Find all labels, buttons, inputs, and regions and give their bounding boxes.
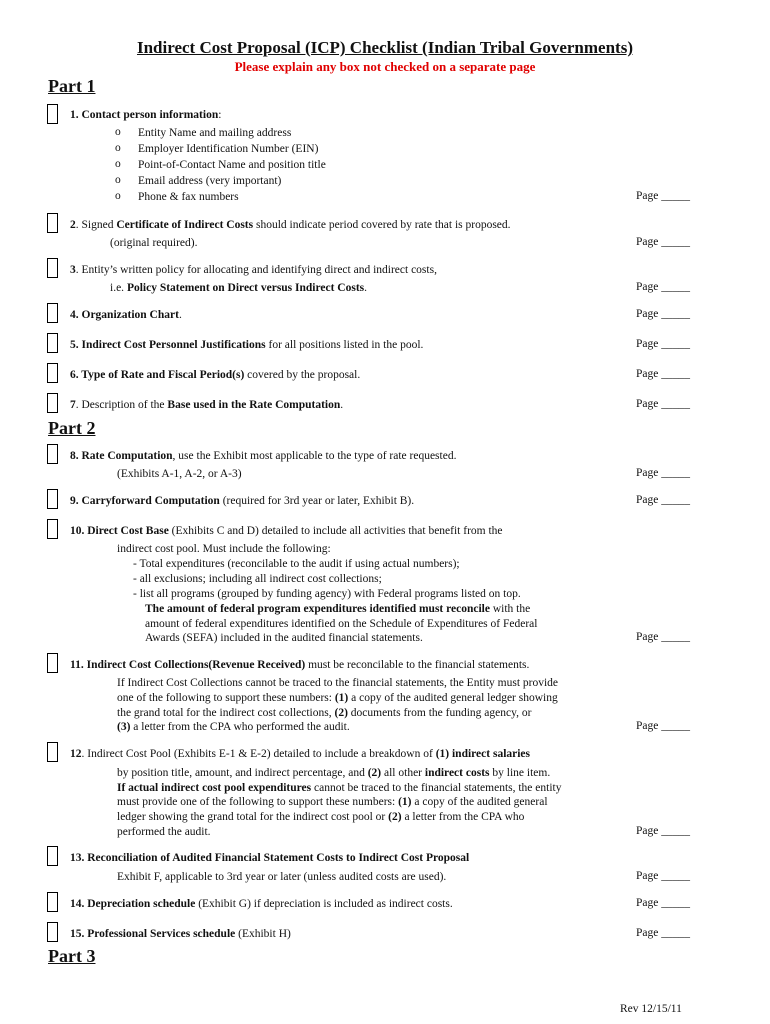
- item-5-text: 5. Indirect Cost Personnel Justifications for all positions listed in the pool.: [70, 339, 424, 351]
- item-4-page-ref: Page _____: [636, 308, 690, 320]
- item-12-line2: by position title, amount, and indirect percentage, and (2) all other indirect costs by line item.: [117, 767, 551, 779]
- item-11-line2: If Indirect Cost Collections cannot be traced to the financial statements, the Entity must provide: [117, 677, 559, 689]
- item-7-text: 7. Description of the Base used in the Rate Computation.: [70, 399, 344, 411]
- item-14-text: 14. Depreciation schedule (Exhibit G) if depreciation is included as indirect costs.: [70, 898, 453, 910]
- item-8-checkbox[interactable]: [47, 444, 58, 464]
- item-2-checkbox[interactable]: [47, 213, 58, 233]
- item-2-text: 2. Signed Certificate of Indirect Costs should indicate period covered by rate that is proposed.: [70, 219, 511, 231]
- item-12-page-ref: Page _____: [636, 825, 690, 837]
- item-11-line4: the grand total for the indirect cost collections, (2) documents from the funding agency, or: [117, 707, 532, 719]
- item-8-text: 8. Rate Computation, use the Exhibit most applicable to the type of rate requested.: [70, 450, 457, 462]
- item-13-line2: Exhibit F, applicable to 3rd year or later (unless audited costs are used).: [117, 871, 447, 883]
- item-10-line6: Awards (SEFA) included in the audited financial statements.: [145, 632, 423, 644]
- part-2-heading: Part 2: [48, 418, 96, 438]
- item-5-page-ref: Page _____: [636, 338, 690, 350]
- item-1-heading: 1. Contact person information:: [70, 109, 222, 121]
- item-8-page-ref: Page _____: [636, 467, 690, 479]
- item-6-page-ref: Page _____: [636, 368, 690, 380]
- item-6-text: 6. Type of Rate and Fiscal Period(s) covered by the proposal.: [70, 369, 361, 381]
- item-1-bullet: Employer Identification Number (EIN): [138, 143, 319, 155]
- item-1-checkbox[interactable]: [47, 104, 58, 124]
- item-3-line2: i.e. Policy Statement on Direct versus Indirect Costs.: [110, 282, 368, 294]
- bullet-marker: o: [115, 174, 121, 186]
- item-5-checkbox[interactable]: [47, 333, 58, 353]
- item-11-line3: one of the following to support these numbers: (1) a copy of the audited general ledger showing: [117, 692, 558, 704]
- part-3-heading: Part 3: [48, 946, 96, 966]
- item-12-line4: must provide one of the following to support these numbers: (1) a copy of the audited general: [117, 796, 548, 808]
- item-10-line2: indirect cost pool. Must include the following:: [117, 543, 331, 555]
- item-12-line3: If actual indirect cost pool expenditures cannot be traced to the financial statements, the entity: [117, 782, 562, 794]
- bullet-marker: o: [115, 190, 121, 202]
- item-13-page-ref: Page _____: [636, 870, 690, 882]
- item-3-page-ref: Page _____: [636, 281, 690, 293]
- item-14-page-ref: Page _____: [636, 897, 690, 909]
- item-10-line4: The amount of federal program expenditures identified must reconcile with the: [145, 603, 531, 615]
- item-1-bullet: Phone & fax numbers: [138, 191, 239, 203]
- item-9-checkbox[interactable]: [47, 489, 58, 509]
- item-11-text: 11. Indirect Cost Collections(Revenue Received) must be reconcilable to the financial statements.: [70, 659, 530, 671]
- item-15-page-ref: Page _____: [636, 927, 690, 939]
- item-2-page-ref: Page _____: [636, 236, 690, 248]
- item-9-text: 9. Carryforward Computation (required for 3rd year or later, Exhibit B).: [70, 495, 415, 507]
- item-10-checkbox[interactable]: [47, 519, 58, 539]
- item-4-checkbox[interactable]: [47, 303, 58, 323]
- item-2-line2: (original required).: [110, 237, 198, 249]
- item-3-checkbox[interactable]: [47, 258, 58, 278]
- item-15-checkbox[interactable]: [47, 922, 58, 942]
- item-6-checkbox[interactable]: [47, 363, 58, 383]
- item-10-text: 10. Direct Cost Base (Exhibits C and D) detailed to include all activities that benefit from the: [70, 525, 503, 537]
- item-12-line5: ledger showing the grand total for the indirect cost pool or (2) a letter from the CPA who: [117, 811, 525, 823]
- item-8-line2: (Exhibits A-1, A-2, or A-3): [117, 468, 242, 480]
- item-13-text: 13. Reconciliation of Audited Financial Statement Costs to Indirect Cost Proposal: [70, 852, 470, 864]
- item-15-text: 15. Professional Services schedule (Exhibit H): [70, 928, 291, 940]
- item-12-checkbox[interactable]: [47, 742, 58, 762]
- item-7-checkbox[interactable]: [47, 393, 58, 413]
- revision-date: Rev 12/15/11: [620, 1003, 682, 1015]
- bullet-marker: o: [115, 142, 121, 154]
- item-11-checkbox[interactable]: [47, 653, 58, 673]
- item-1-bullet: Entity Name and mailing address: [138, 127, 292, 139]
- item-1-page-ref: Page _____: [636, 190, 690, 202]
- item-10-dash-2: - all exclusions; including all indirect cost collections;: [133, 573, 382, 585]
- item-12-text: 12. Indirect Cost Pool (Exhibits E-1 & E-2) detailed to include a breakdown of (1) indirect salaries: [70, 748, 531, 760]
- bullet-marker: o: [115, 126, 121, 138]
- item-12-line6: performed the audit.: [117, 826, 211, 838]
- item-7-page-ref: Page _____: [636, 398, 690, 410]
- item-10-page-ref: Page _____: [636, 631, 690, 643]
- item-10-line5: amount of federal expenditures identified on the Schedule of Expenditures of Federal: [145, 618, 538, 630]
- item-3-text: 3. Entity’s written policy for allocating and identifying direct and indirect costs,: [70, 264, 437, 276]
- bullet-marker: o: [115, 158, 121, 170]
- item-9-page-ref: Page _____: [636, 494, 690, 506]
- item-1-bullet: Email address (very important): [138, 175, 282, 187]
- item-11-page-ref: Page _____: [636, 720, 690, 732]
- item-1-bullet: Point-of-Contact Name and position title: [138, 159, 326, 171]
- part-1-heading: Part 1: [48, 76, 96, 96]
- page-title: Indirect Cost Proposal (ICP) Checklist (Indian Tribal Governments): [136, 38, 633, 57]
- item-10-dash-1: - Total expenditures (reconcilable to the audit if using actual numbers);: [133, 558, 460, 570]
- item-14-checkbox[interactable]: [47, 892, 58, 912]
- instructions-subtitle: Please explain any box not checked on a separate page: [234, 59, 536, 74]
- item-4-text: 4. Organization Chart.: [70, 309, 182, 321]
- item-13-checkbox[interactable]: [47, 846, 58, 866]
- item-10-dash-3: - list all programs (grouped by funding agency) with Federal programs listed on top.: [133, 588, 521, 600]
- item-11-line5: (3) a letter from the CPA who performed the audit.: [117, 721, 350, 733]
